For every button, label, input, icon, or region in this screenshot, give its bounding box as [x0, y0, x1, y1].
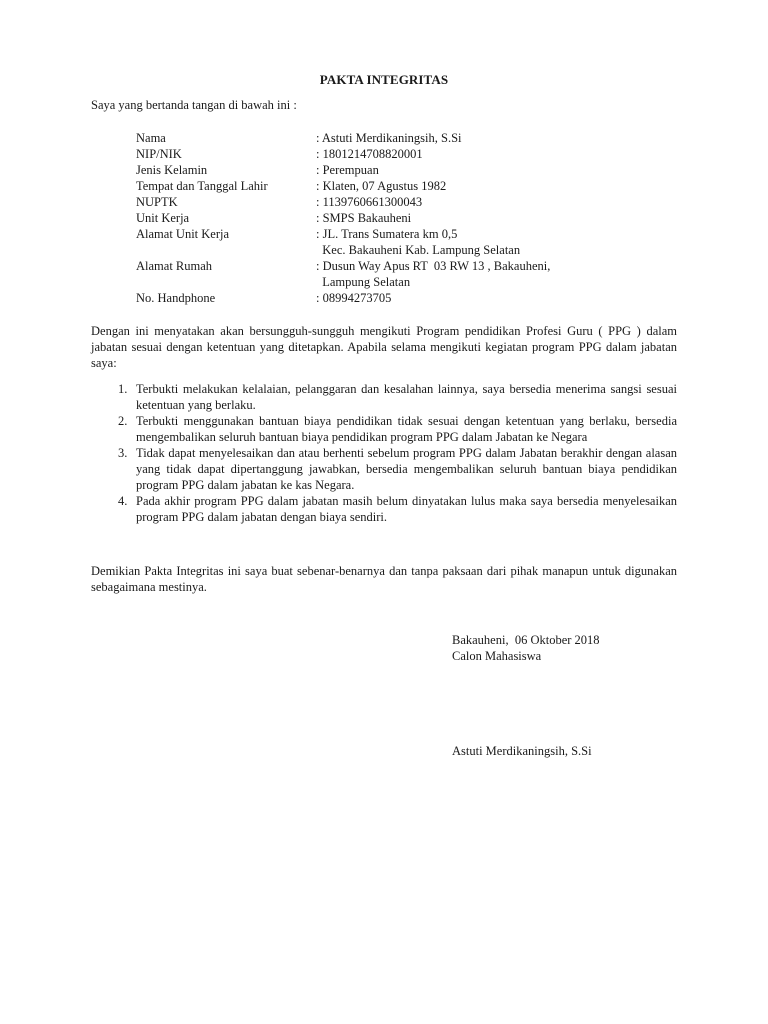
field-label: Unit Kerja [136, 211, 190, 225]
field-row [136, 226, 656, 258]
list-number: 1. [118, 382, 128, 396]
field-value [316, 162, 656, 178]
field-value [316, 178, 656, 194]
field-label: Alamat Unit Kerja [136, 227, 230, 241]
list-number: 3. [118, 446, 128, 460]
field-row [136, 130, 656, 146]
field-row [136, 290, 656, 306]
field-label: No. Handphone [136, 291, 216, 305]
list-text: Terbukti melakukan kelalaian, pelanggaran dan kesalahan lainnya, saya bersedia menerima sangsi sesuai ketentuan yang berlaku. [136, 382, 677, 412]
field-row [136, 146, 656, 162]
signature-role: Calon Mahasiswa [452, 649, 542, 663]
field-value-line: : 1139760661300043 [316, 195, 423, 209]
field-value [316, 290, 656, 306]
list-number: 4. [118, 494, 128, 508]
field-value-line: : Astuti Merdikaningsih, S.Si [316, 131, 462, 145]
field-value-line: : SMPS Bakauheni [316, 211, 412, 225]
list-item [91, 413, 677, 445]
field-value-line: Lampung Selatan [316, 275, 411, 289]
field-value [316, 130, 656, 146]
field-value-line: : Klaten, 07 Agustus 1982 [316, 179, 447, 193]
closing-paragraph: Demikian Pakta Integritas ini saya buat sebenar-benarnya dan tanpa paksaan dari pihak manapun untuk digunakan sebagaimana mestinya. [91, 564, 677, 594]
field-row [136, 258, 656, 290]
field-row [136, 194, 656, 210]
field-row [136, 178, 656, 194]
field-value [316, 258, 656, 290]
list-item [91, 381, 677, 413]
intro-text: Saya yang bertanda tangan di bawah ini : [91, 98, 297, 112]
field-row [136, 162, 656, 178]
list-text: Tidak dapat menyelesaikan dan atau berhenti sebelum program PPG dalam Jabatan berakhir dengan alasan yang tidak dapat dipertanggung jawabkan, bersedia mengembalikan seluruh bantuan biaya pendidikan program PPG dalam jabatan ke kas Negara. [136, 446, 677, 492]
statement-paragraph: Dengan ini menyatakan akan bersungguh-sungguh mengikuti Program pendidikan Profesi Guru ( PPG ) dalam jabatan sesuai dengan ketentuan yang ditetapkan. Apabila selama mengikuti kegiatan program PPG dalam jabatan saya: [91, 324, 677, 370]
field-value-line: : 1801214708820001 [316, 147, 423, 161]
signature-name: Astuti Merdikaningsih, S.Si [452, 744, 592, 758]
field-value-line: : 08994273705 [316, 291, 392, 305]
list-item [91, 493, 677, 525]
field-label: Tempat dan Tanggal Lahir [136, 179, 268, 193]
signature-place-date: Bakauheni, 06 Oktober 2018 [452, 633, 600, 647]
list-text: Pada akhir program PPG dalam jabatan masih belum dinyatakan lulus maka saya bersedia menyelesaikan program PPG dalam jabatan dengan biaya sendiri. [136, 494, 677, 524]
field-value [316, 146, 656, 162]
field-label: Alamat Rumah [136, 259, 213, 273]
field-label: NIP/NIK [136, 147, 182, 161]
field-value-line: : Dusun Way Apus RT 03 RW 13 , Bakauheni, [316, 259, 551, 273]
document-title: PAKTA INTEGRITAS [319, 72, 449, 87]
field-value [316, 194, 656, 210]
list-text: Terbukti menggunakan bantuan biaya pendidikan tidak sesuai dengan ketentuan yang berlaku, bersedia mengembalikan seluruh bantuan biaya pendidikan program PPG dalam Jabatan ke Negara [136, 414, 677, 444]
field-value-line: : JL. Trans Sumatera km 0,5 [316, 227, 458, 241]
field-value-line: : Perempuan [316, 163, 379, 177]
list-item [91, 445, 677, 493]
field-row [136, 210, 656, 226]
field-label: Nama [136, 131, 166, 145]
conditions-list [91, 381, 677, 525]
list-number: 2. [118, 414, 128, 428]
field-value [316, 210, 656, 226]
field-label: Jenis Kelamin [136, 163, 208, 177]
field-value-line: Kec. Bakauheni Kab. Lampung Selatan [316, 243, 521, 257]
field-label: NUPTK [136, 195, 178, 209]
identity-fields [136, 130, 656, 306]
field-value [316, 226, 656, 258]
